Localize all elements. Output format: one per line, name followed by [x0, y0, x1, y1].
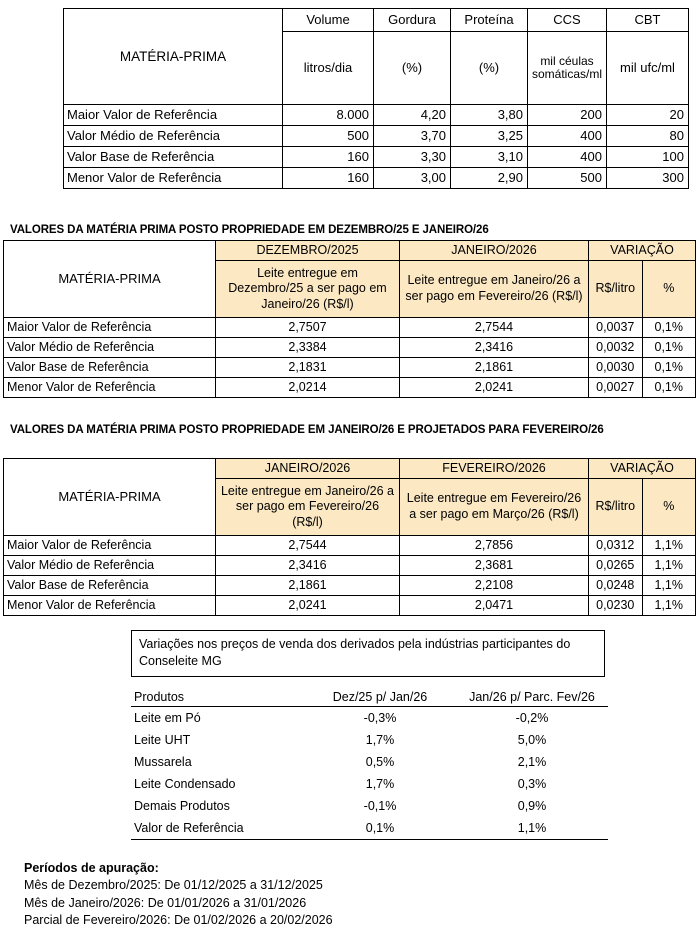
cell-ccs: 500	[528, 168, 607, 189]
row-label: Valor Base de Referência	[4, 358, 216, 378]
products-note: Variações nos preços de venda dos derivados pela indústrias participantes do Conseleite MG	[131, 630, 605, 677]
table-row	[64, 168, 689, 189]
products-variation-table	[131, 683, 608, 840]
section2-table-wrapper	[3, 240, 696, 398]
cell-ccs: 200	[528, 105, 607, 126]
row-label: Valor Médio de Referência	[4, 338, 216, 358]
header-variation-2: Jan/26 p/ Parc. Fev/26	[456, 683, 608, 707]
header-produtos: Produtos	[131, 683, 304, 707]
footer-periods	[24, 860, 333, 929]
table-row	[131, 706, 608, 729]
cell-month1: 2,0241	[216, 596, 400, 616]
product-variation-2: 2,1%	[517, 754, 547, 769]
header-ccs: CCS	[528, 9, 607, 32]
row-label: Maior Valor de Referência	[64, 105, 283, 126]
section3-body	[4, 536, 696, 616]
header-var-abs: R$/litro	[589, 261, 643, 318]
cell-month1: 2,3384	[216, 338, 400, 358]
table-row	[4, 358, 696, 378]
cell-month1: 2,3416	[216, 556, 400, 576]
product-variation-1: 1,7%	[365, 732, 395, 747]
cell-var-abs: 0,0265	[589, 556, 643, 576]
section3-table-wrapper	[3, 458, 696, 616]
table-row	[131, 773, 608, 795]
header-month1: JANEIRO/2026	[216, 459, 400, 479]
table-header-row-months	[4, 459, 696, 479]
unit-cbt: mil ufc/ml	[607, 32, 689, 105]
table-row	[4, 536, 696, 556]
unit-volume: litros/dia	[283, 32, 374, 105]
header-var-abs: R$/litro	[589, 479, 643, 536]
unit-ccs: mil céulas somáticas/ml	[528, 32, 607, 105]
cell-month1: 2,1861	[216, 576, 400, 596]
header-variacao: VARIAÇÃO	[589, 459, 696, 479]
unit-gordura: (%)	[374, 32, 451, 105]
cell-volume: 160	[283, 168, 374, 189]
product-name: Demais Produtos	[134, 798, 230, 813]
table-row	[4, 556, 696, 576]
row-label: Valor Médio de Referência	[64, 126, 283, 147]
cell-month1: 2,7507	[216, 318, 400, 338]
header-var-pct: %	[642, 479, 696, 536]
product-variation-1: 0,1%	[304, 817, 456, 840]
product-variation-2: 0,3%	[517, 776, 547, 791]
header-variacao: VARIAÇÃO	[589, 241, 696, 261]
product-name: Mussarela	[134, 754, 192, 769]
products-table-head	[131, 683, 608, 707]
table-row	[64, 105, 689, 126]
footer-title: Períodos de apuração:	[24, 861, 159, 875]
header-variation-1: Dez/25 p/ Jan/26	[304, 683, 456, 707]
header-cbt: CBT	[607, 9, 689, 32]
section2-body	[4, 318, 696, 398]
product-variation-1: 0,5%	[365, 754, 395, 769]
cell-var-abs: 0,0230	[589, 596, 643, 616]
cell-var-pct: 0,1%	[642, 378, 696, 398]
product-name: Valor de Referência	[131, 817, 304, 840]
cell-cbt: 20	[607, 105, 689, 126]
table-header-row	[131, 683, 608, 707]
product-variation-1: 1,7%	[365, 776, 395, 791]
cell-var-pct: 1,1%	[642, 536, 696, 556]
header-materia-prima: MATÉRIA-PRIMA	[64, 9, 283, 105]
table-row	[4, 596, 696, 616]
cell-gordura: 3,30	[374, 147, 451, 168]
product-variation-2: -0,2%	[515, 710, 549, 725]
header-month1-desc: Leite entregue em Janeiro/26 a ser pago em Fevereiro/26 (R$/l)	[216, 479, 400, 536]
table-row	[4, 576, 696, 596]
header-month2-desc: Leite entregue em Janeiro/26 a ser pago em Fevereiro/26 (R$/l)	[400, 261, 589, 318]
cell-cbt: 80	[607, 126, 689, 147]
product-name: Leite UHT	[134, 732, 191, 747]
cell-month2: 2,2108	[400, 576, 589, 596]
product-variation-2: 1,1%	[456, 817, 608, 840]
reference-parameters-body	[64, 105, 689, 189]
cell-var-pct: 0,1%	[642, 318, 696, 338]
cell-proteina: 3,25	[451, 126, 528, 147]
footer-line: Mês de Janeiro/2026: De 01/01/2026 a 31/01/2026	[24, 895, 307, 910]
cell-var-pct: 1,1%	[642, 556, 696, 576]
row-label: Menor Valor de Referência	[4, 378, 216, 398]
header-materia-prima: MATÉRIA-PRIMA	[4, 241, 216, 318]
header-gordura: Gordura	[374, 9, 451, 32]
table-row	[131, 729, 608, 751]
reference-parameters-table	[63, 8, 689, 189]
cell-ccs: 400	[528, 126, 607, 147]
cell-volume: 8.000	[283, 105, 374, 126]
header-volume: Volume	[283, 9, 374, 32]
cell-gordura: 3,00	[374, 168, 451, 189]
row-label: Valor Base de Referência	[4, 576, 216, 596]
cell-month2: 2,1861	[400, 358, 589, 378]
cell-gordura: 3,70	[374, 126, 451, 147]
header-proteina: Proteína	[451, 9, 528, 32]
product-name: Leite Condensado	[134, 776, 236, 791]
header-materia-prima: MATÉRIA-PRIMA	[4, 459, 216, 536]
table-row	[131, 751, 608, 773]
product-variation-1: -0,1%	[363, 798, 397, 813]
cell-cbt: 100	[607, 147, 689, 168]
product-name: Leite em Pó	[134, 710, 201, 725]
header-month2: FEVEREIRO/2026	[400, 459, 589, 479]
table-row	[4, 318, 696, 338]
row-label: Maior Valor de Referência	[4, 318, 216, 338]
header-month1-desc: Leite entregue em Dezembro/25 a ser pago em Janeiro/26 (R$/l)	[216, 261, 400, 318]
cell-var-abs: 0,0030	[589, 358, 643, 378]
reference-parameters-table-wrapper	[63, 8, 684, 189]
table-row	[131, 795, 608, 817]
table-header-row-months	[4, 241, 696, 261]
table-row	[4, 378, 696, 398]
product-variation-2: 5,0%	[517, 732, 547, 747]
table-row	[4, 338, 696, 358]
cell-cbt: 300	[607, 168, 689, 189]
cell-month1: 2,1831	[216, 358, 400, 378]
row-label: Menor Valor de Referência	[64, 168, 283, 189]
row-label: Valor Médio de Referência	[4, 556, 216, 576]
section2-table	[3, 240, 696, 398]
cell-month1: 2,7544	[216, 536, 400, 556]
header-month2-desc: Leite entregue em Fevereiro/26 a ser pago em Março/26 (R$/l)	[400, 479, 589, 536]
footer-line: Mês de Dezembro/2025: De 01/12/2025 a 31/12/2025	[24, 878, 323, 893]
table-header-row-names	[64, 9, 689, 32]
row-label: Valor Base de Referência	[64, 147, 283, 168]
cell-volume: 500	[283, 126, 374, 147]
cell-proteina: 2,90	[451, 168, 528, 189]
cell-month2: 2,7544	[400, 318, 589, 338]
cell-var-pct: 0,1%	[642, 338, 696, 358]
table-row	[131, 817, 608, 840]
cell-proteina: 3,80	[451, 105, 528, 126]
cell-volume: 160	[283, 147, 374, 168]
products-table-body	[131, 706, 608, 839]
product-variation-2: 0,9%	[517, 798, 547, 813]
cell-var-pct: 1,1%	[642, 576, 696, 596]
cell-month2: 2,0471	[400, 596, 589, 616]
cell-ccs: 400	[528, 147, 607, 168]
cell-month2: 2,7856	[400, 536, 589, 556]
row-label: Maior Valor de Referência	[4, 536, 216, 556]
cell-month2: 2,3416	[400, 338, 589, 358]
cell-var-abs: 0,0032	[589, 338, 643, 358]
footer-line: Parcial de Fevereiro/2026: De 01/02/2026 a 20/02/2026	[24, 912, 333, 927]
cell-var-abs: 0,0248	[589, 576, 643, 596]
cell-var-abs: 0,0037	[589, 318, 643, 338]
cell-month2: 2,0241	[400, 378, 589, 398]
cell-gordura: 4,20	[374, 105, 451, 126]
cell-var-pct: 0,1%	[642, 358, 696, 378]
header-var-pct: %	[642, 261, 696, 318]
header-month2: JANEIRO/2026	[400, 241, 589, 261]
section3-table	[3, 458, 696, 616]
header-month1: DEZEMBRO/2025	[216, 241, 400, 261]
cell-var-abs: 0,0027	[589, 378, 643, 398]
cell-var-abs: 0,0312	[589, 536, 643, 556]
cell-proteina: 3,10	[451, 147, 528, 168]
row-label: Menor Valor de Referência	[4, 596, 216, 616]
section2-title: VALORES DA MATÉRIA PRIMA POSTO PROPRIEDADE EM DEZEMBRO/25 E JANEIRO/26	[10, 224, 489, 236]
table-row	[64, 147, 689, 168]
products-variation-wrapper	[131, 630, 605, 840]
section3-title: VALORES DA MATÉRIA PRIMA POSTO PROPRIEDADE EM JANEIRO/26 E PROJETADOS PARA FEVEREIRO/26	[10, 424, 604, 436]
product-variation-1: -0,3%	[363, 710, 397, 725]
cell-month2: 2,3681	[400, 556, 589, 576]
unit-proteina: (%)	[451, 32, 528, 105]
cell-month1: 2,0214	[216, 378, 400, 398]
table-row	[64, 126, 689, 147]
cell-var-pct: 1,1%	[642, 596, 696, 616]
